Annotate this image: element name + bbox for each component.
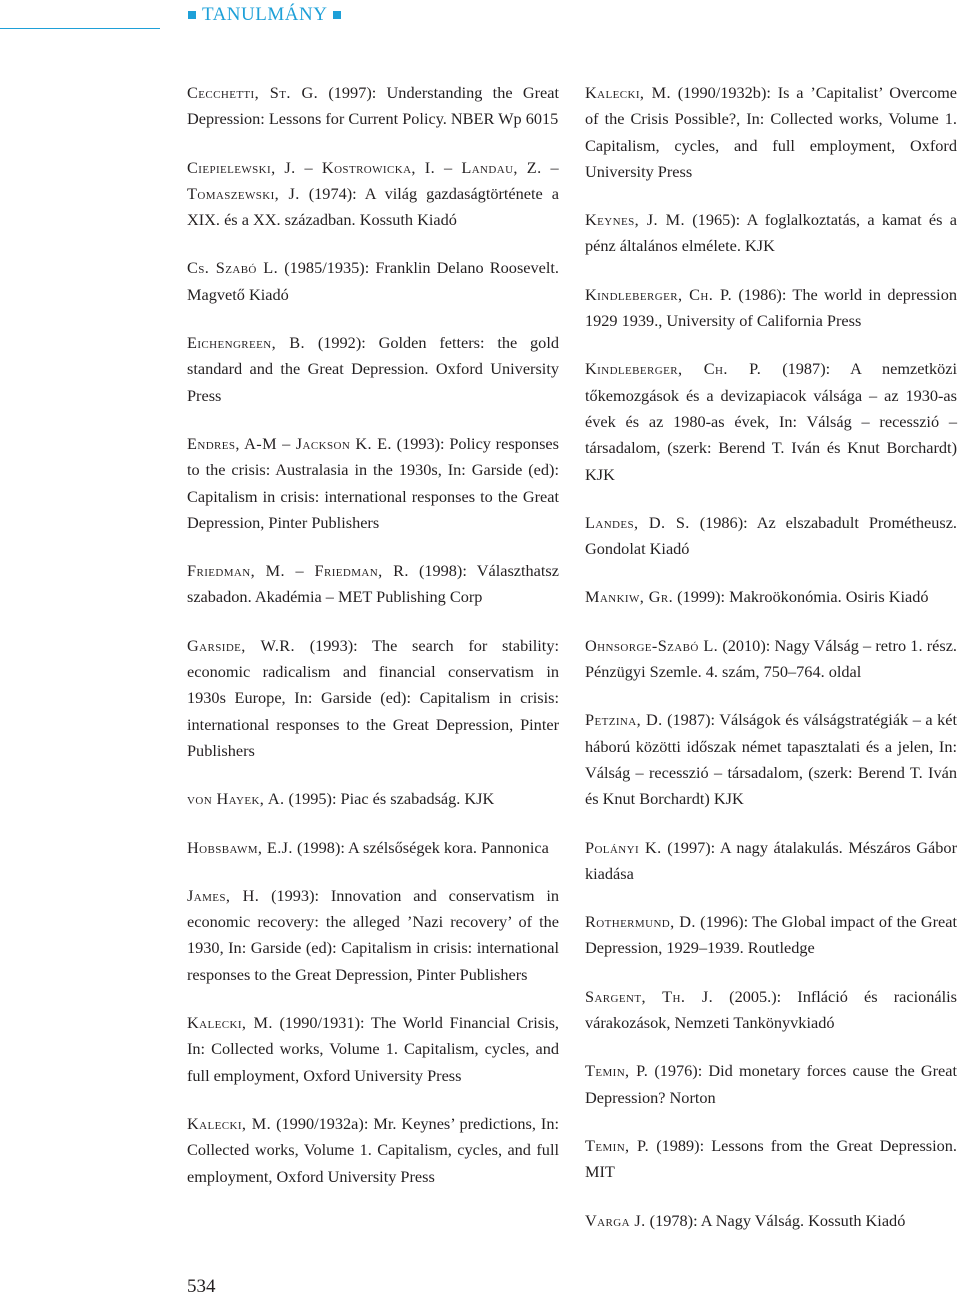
page-header [0,0,960,36]
reference-entry [187,633,559,764]
reference-details: (1985/1935): Franklin Delano Roosevelt. Magvető Kiadó [187,258,559,304]
reference-author: Ohnsorge-Szabó L. [585,635,719,655]
reference-entry [187,835,559,861]
reference-details: (1986): The world in depression 1929 1939., University of California Press [585,284,957,331]
reference-entry [187,330,559,409]
reference-entry [585,510,957,563]
reference-author: Mankiw, Gr. [585,587,674,607]
square-bullet-icon [333,11,341,19]
reference-details: (1976): Did monetary forces cause the Great Depression? Norton [585,1061,957,1107]
reference-author: Endres, A-M – Jackson K. E. [187,433,392,453]
reference-details: (1990/1932b): Is a ’Capitalist’ Overcome of the Crisis Possible?, In: Collected works, Volume 1. Capitalism, cycles, and full employment, Oxford University Press [585,83,957,181]
reference-entry [585,633,957,686]
reference-entry [585,1208,957,1234]
reference-entry [585,356,957,487]
reference-entry [585,282,957,335]
references-right-column [585,80,957,1234]
reference-author: James, H. [187,885,260,905]
reference-author: Kalecki, M. [187,1013,273,1033]
section-title [188,4,341,26]
reference-author: Kalecki, M. [585,83,671,102]
reference-details: (1993): Innovation and conservatism in economic recovery: the alleged ’Nazi recovery’ of the 1930, In: Garside (ed): Capitalism in crisis: international responses to the Great Depression, Pinter Publishers [187,885,560,984]
reference-author: Cs. Szabó L. [187,258,279,278]
reference-details: (1990/1932a): Mr. Keynes’ predictions, In: Collected works, Volume 1. Capitalism, cycles, and full employment, Oxford University Press [187,1113,559,1186]
reference-author: Keynes, J. M. [585,210,685,230]
reference-author: Kindleberger, Ch. P. [585,359,762,379]
square-bullet-icon [188,11,196,19]
reference-entry [187,431,559,536]
reference-entry [187,786,559,812]
reference-entry [187,80,559,133]
reference-details: (1997): Understanding the Great Depression: Lessons for Current Policy. NBER Wp 6015 [187,83,559,129]
reference-details: (1995): Piac és szabadság. KJK [284,789,495,809]
reference-entry [187,558,559,611]
reference-author: Petzina, D. [585,710,663,730]
reference-author: Kindleberger, Ch. P. [585,284,733,304]
reference-author: Temin, P. [585,1135,650,1155]
reference-entry [187,255,559,308]
page-number: 534 [187,1276,216,1297]
reference-details: (1986): Az elszabadult Prométheusz. Gondolat Kiadó [585,512,957,559]
reference-author: Varga J. [585,1210,646,1230]
reference-details: (1987): A nemzetközi tőkemozgások és a devizapiacok válsága – az 1930-as évek és az 1980-as évek, In: Válság – recesszió – társadalom, (szerk: Berend T. Iván és Knut Borchardt) KJK [585,359,958,484]
reference-author: von Hayek, A. [187,789,285,809]
reference-entry [187,883,559,988]
reference-entry [585,707,957,812]
reference-entry [585,207,957,260]
reference-author: Garside, W.R. [187,635,296,655]
reference-details: (1989): Lessons from the Great Depression. MIT [585,1135,957,1182]
reference-author: Kalecki, M. [187,1113,272,1133]
header-rule [0,28,160,29]
reference-author: Sargent, Th. J. [585,986,714,1006]
reference-entry [585,80,957,185]
reference-author: Landes, D. S. [585,512,690,532]
reference-entry [585,984,957,1037]
reference-entry [585,584,957,610]
reference-details: (1987): Válságok és válságstratégiák – a két háború közötti időszak német tapasztalati és a jelen, In: Válság – recesszió – társadalom, (szerk: Berend T. Iván és Knut Borchardt) KJK [585,710,957,809]
reference-details: (1965): A foglalkoztatás, a kamat és a pénz általános elmélete. KJK [585,210,957,256]
reference-author: Ciepielewski, J. – Kostrowicka, I. – Landau, Z. – Tomaszewski, J. [187,157,559,203]
reference-entry [187,1111,559,1190]
section-label: TANULMÁNY [202,4,328,25]
reference-details: (1999): Makroökonómia. Osiris Kiadó [673,587,929,607]
reference-author: Eichengreen, B. [187,333,306,353]
reference-entry [585,1058,957,1111]
reference-details: (2010): Nagy Válság – retro 1. rész. Pénzügyi Szemle. 4. szám, 750–764. oldal [585,635,957,682]
reference-author: Rothermund, D. [585,912,696,932]
reference-author: Friedman, M. – Friedman, R. [187,561,409,581]
reference-details: (1990/1931): The World Financial Crisis, In: Collected works, Volume 1. Capitalism, cycles, and full employment, Oxford University Press [187,1013,559,1085]
references-left-column [187,80,559,1190]
reference-entry [585,909,957,962]
reference-entry [187,1010,559,1089]
reference-author: Hobsbawm, E.J. [187,837,293,857]
reference-entry [187,155,559,234]
reference-details: (1993): The search for stability: economic radicalism and financial conservatism in 1930s Europe, In: Garside (ed): Capitalism in crisis: international responses to the Great Depression, Pinter Publishers [187,635,559,760]
reference-entry [585,1133,957,1186]
reference-author: Polányi K. [585,837,662,857]
reference-details: (1998): Választhatsz szabadon. Akadémia – MET Publishing Corp [187,561,559,607]
reference-details: (1974): A világ gazdaságtörténete a XIX. és a XX. században. Kossuth Kiadó [187,183,559,230]
reference-details: (1997): A nagy átalakulás. Mészáros Gábor kiadása [585,837,957,883]
reference-details: (1993): Policy responses to the crisis: Australasia in the 1930s, In: Garside (ed): Capitalism in crisis: international responses to the Great Depression, Pinter Publishers [187,433,559,532]
reference-details: (1978): A Nagy Válság. Kossuth Kiadó [645,1210,906,1230]
reference-details: (2005.): Infláció és racionális várakozások, Nemzeti Tankönyvkiadó [585,986,957,1033]
reference-details: (1998): A szélsőségek kora. Pannonica [292,837,549,857]
reference-entry [585,835,957,888]
reference-author: Cecchetti, St. G. [187,83,319,102]
reference-author: Temin, P. [585,1061,649,1081]
reference-details: (1996): The Global impact of the Great Depression, 1929–1939. Routledge [585,912,957,958]
reference-details: (1992): Golden fetters: the gold standard and the Great Depression. Oxford University Press [187,333,559,405]
